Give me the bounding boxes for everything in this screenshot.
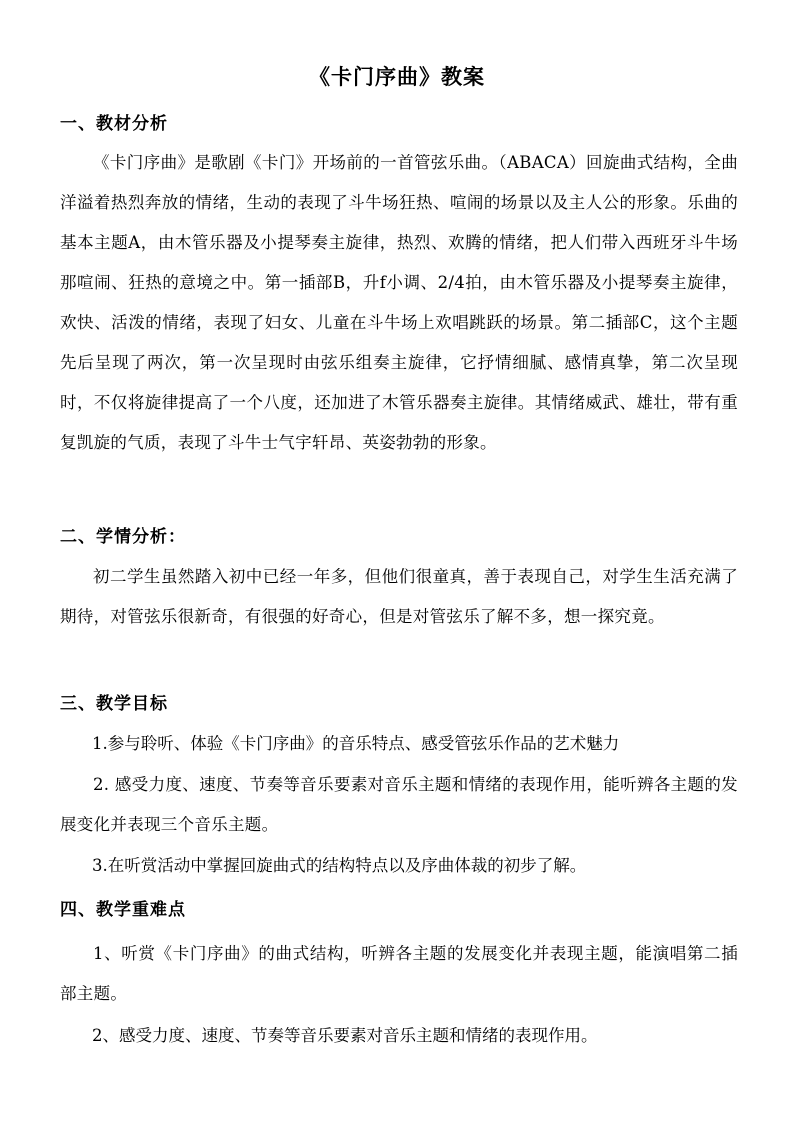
paragraph-student-analysis: 初二学生虽然踏入初中已经一年多，但他们很童真，善于表现自己，对学生生活充满了期待，对管弦乐很新奇，有很强的好奇心，但是对管弦乐了解不多，想一探究竟。 [60, 567, 738, 626]
section-heading-students: 二、学情分析： [60, 527, 186, 547]
section-heading-analysis: 一、教材分析 [60, 114, 168, 134]
section-heading-objectives: 三、教学目标 [60, 694, 168, 714]
paragraph-material-analysis: 《卡门序曲》是歌剧《卡门》开场前的一首管弦乐曲。（ABACA）回旋曲式结构，全曲洋溢着热烈奔放的情绪，生动的表现了斗牛场狂热、喧闹的场景以及主人公的形象。乐曲的基本主题A，由木管乐器及小提琴奏主旋律，热烈、欢腾的情绪，把人们带入西班牙斗牛场那喧闹、狂热的意境之中。第一插部B，升f小调、2/4拍，由木管乐器及小提琴奏主旋律，欢快、活泼的情绪，表现了妇女、儿童在斗牛场上欢唱跳跃的场景。第二插部C，这个主题先后呈现了两次，第一次呈现时由弦乐组奏主旋律，它抒情细腻、感情真挚，第二次呈现时，不仅将旋律提高了一个八度，还加进了木管乐器奏主旋律。其情绪威武、雄壮，带有重复凯旋的气质，表现了斗牛士气宇轩昂、英姿勃勃的形象。 [60, 153, 738, 452]
objective-item-2: 2. 感受力度、速度、节奏等音乐要素对音乐主题和情绪的表现作用，能听辨各主题的发展变化并表现三个音乐主题。 [60, 775, 738, 834]
section-heading-key-points: 四、教学重难点 [60, 900, 186, 920]
objective-item-1: 1.参与聆听、体验《卡门序曲》的音乐特点、感受管弦乐作品的艺术魅力 [92, 734, 620, 753]
objective-item-3: 3.在听赏活动中掌握回旋曲式的结构特点以及序曲体裁的初步了解。 [92, 856, 587, 875]
key-point-item-1: 1、听赏《卡门序曲》的曲式结构，听辨各主题的发展变化并表现主题，能演唱第二插部主题。 [60, 944, 738, 1003]
document-title: 《卡门序曲》教案 [309, 64, 485, 89]
key-point-item-2: 2、感受力度、速度、节奏等音乐要素对音乐主题和情绪的表现作用。 [92, 1026, 598, 1045]
